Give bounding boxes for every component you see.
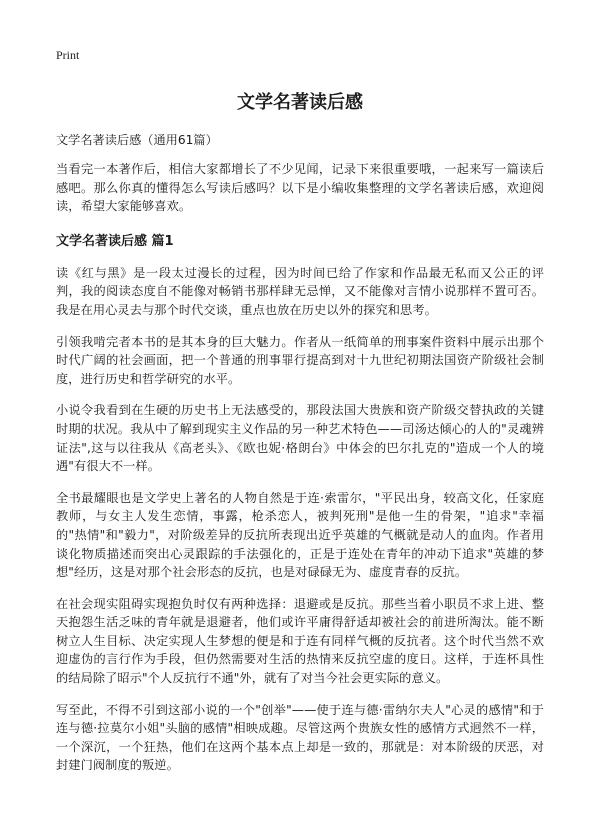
- body-paragraph-2: 引领我啃完者本书的是其本身的巨大魅力。作者从一纸简单的刑事案件资料中展示出那个时代广阔的社会画面，把一个普通的刑事罪行提高到对十九世纪初期法国资产阶级社会制度，进行历史和哲学研究的水平。: [56, 334, 544, 386]
- article-subtitle: 文学名著读后感（通用61篇）: [56, 133, 218, 147]
- body-paragraph-3: 小说令我看到在生硬的历史书上无法感受的，那段法国大贵族和资产阶级交替执政的关键时期的状况。我从中了解到现实主义作品的另一种艺术特色——司汤达倾心的人的"灵魂辨证法",这与以往我从《高老头》、《欧也妮·格朗台》中体会的巴尔扎克的"造成一个人的境遇"有很大不一样。: [56, 403, 544, 474]
- body-paragraph-1: 读《红与黑》是一段太过漫长的过程，因为时间已给了作家和作品最无私而又公正的评判，我的阅读态度自不能像对畅销书那样肆无忌惮，又不能像对言情小说那样不置可否。我是在用心灵去与那个时代交谈，重点也放在历史以外的探究和思考。: [56, 265, 544, 317]
- print-link[interactable]: Print: [56, 48, 80, 62]
- body-paragraph-6: 写至此，不得不引到这部小说的一个"创举"——使于连与德·雷纳尔夫人"心灵的感情"和于连与德·拉莫尔小姐"头脑的感情"相映成趣。尽管这两个贵族女性的感情方式迥然不一样，一个深沉，一个狂热，他们在这两个基本点上却是一致的，那就是：对本阶级的厌恶，对封建门阀制度的叛逆。: [56, 702, 544, 773]
- intro-paragraph: 当看完一本著作后，相信大家都增长了不少见闻，记录下来很重要哦，一起来写一篇读后感吧。那么你真的懂得怎么写读后感吗？以下是小编收集整理的文学名著读后感，欢迎阅读，希望大家能够喜欢。: [56, 162, 544, 214]
- section-heading: 文学名著读后感 篇1: [56, 233, 174, 249]
- body-paragraph-5: 在社会现实阻碍实现抱负时仅有两种选择：退避或是反抗。那些当着小职员不求上进、整天抱怨生活乏味的青年就是退避者，他们或许平庸得舒适却被社会的前进所淘汰。能不断树立人生目标、决定实现人生梦想的便是和于连有同样气概的反抗者。这个时代当然不欢迎虚伪的言行作为手段，但仍然需要对生活的热情来反抗空虚的度日。这样，于连杯具性的结局除了昭示"个人反抗行不通"外，就有了对当今社会更实际的意义。: [56, 596, 544, 686]
- body-paragraph-4: 全书最耀眼也是文学史上著名的人物自然是于连·索雷尔，"平民出身，较高文化，任家庭教师，与女主人发生恋情，事露，枪杀恋人，被判死刑"是他一生的骨架，"追求"幸福的"热情"和"毅力"，对阶级差异的反抗所表现出近乎英雄的气概就是动人的血肉。作者用谈化物质描述而突出心灵跟踪的手法强化的，正是于连处在青年的冲动下追求"英雄的梦想"经历，这是对那个社会形态的反抗，也是对碌碌无为、虚度青春的反抗。: [56, 490, 544, 580]
- page-title: 文学名著读后感: [237, 92, 363, 113]
